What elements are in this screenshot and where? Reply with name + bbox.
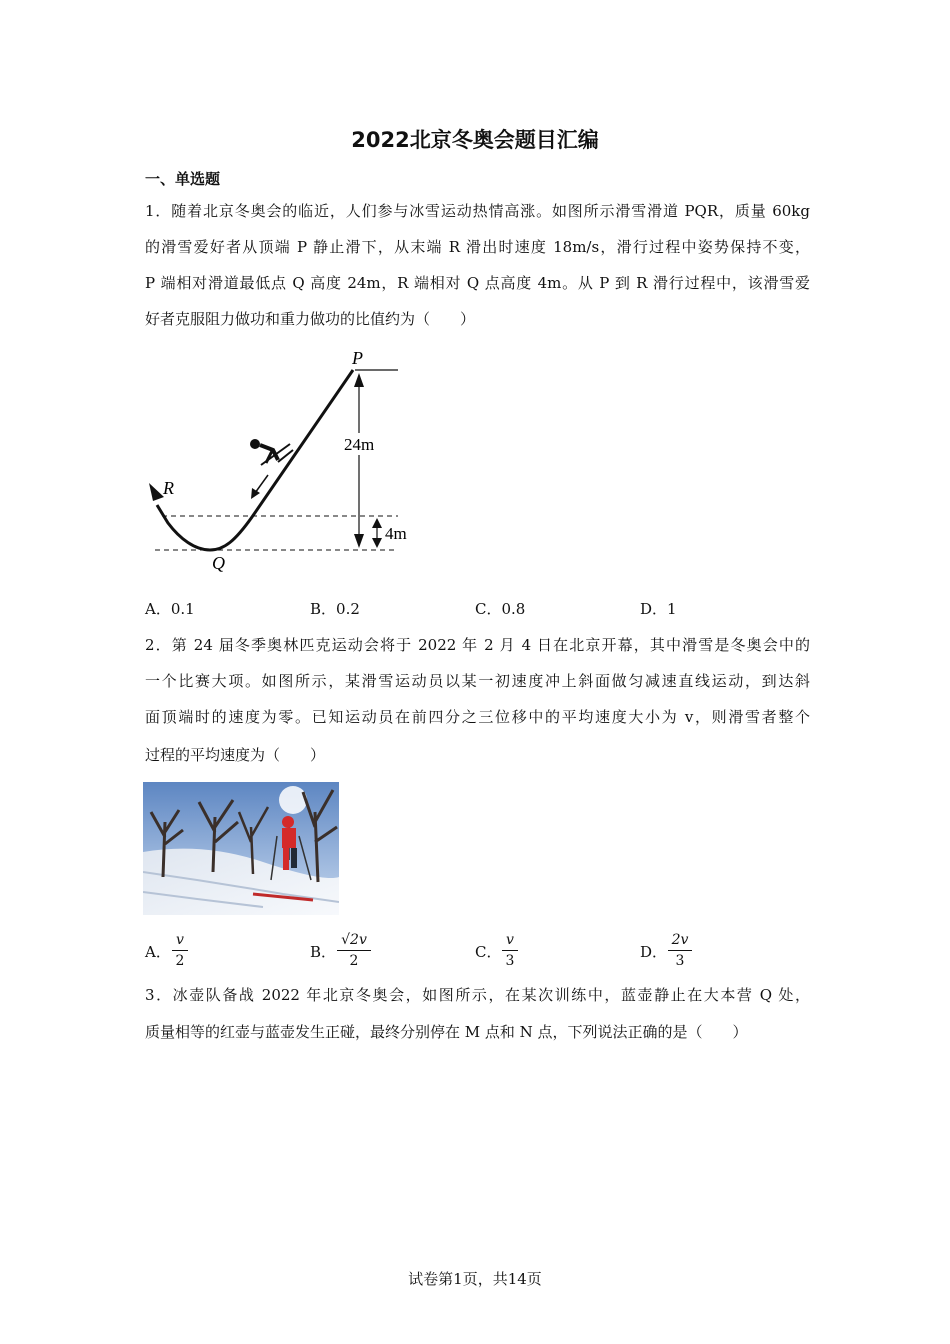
q1-option-a: A．0.1 — [145, 600, 195, 618]
q2-option-b-label: B． — [310, 943, 337, 961]
q2-option-a-label: A． — [145, 943, 171, 961]
q2-option-c-denominator: 3 — [505, 953, 515, 969]
q2-line-3: 面顶端时的速度为零。已知运动员在前四分之三位移中的平均速度大小为 v，则滑雪者整个 — [145, 708, 810, 726]
q2-option-b-numerator: √2v — [341, 932, 367, 948]
q2-option-b-fraction — [337, 931, 371, 970]
q2-option-a-numerator: v — [176, 932, 184, 948]
section-heading: 一、单选题 — [145, 170, 221, 188]
q1-option-d: D．1 — [640, 600, 677, 618]
q1-option-c: C．0.8 — [475, 600, 526, 618]
q2-option-a-denominator: 2 — [175, 953, 185, 969]
q2-line-1: 2．第 24 届冬季奥林匹克运动会将于 2022 年 2 月 4 日在北京开幕，其中滑雪是冬奥会中的 — [145, 636, 810, 654]
page-footer: 试卷第1页，共14页 — [408, 1270, 542, 1288]
q2-option-c-fraction — [502, 931, 518, 970]
q1-line-4: 好者克服阻力做功和重力做功的比值约为（ ） — [145, 310, 476, 328]
q3-line-1: 3．冰壶队备战 2022 年北京冬奥会，如图所示，在某次训练中，蓝壶静止在大本营 Q 处， — [145, 986, 810, 1004]
q3-line-2: 质量相等的红壶与蓝壶发生正碰，最终分别停在 M 点和 N 点，下列说法正确的是（ ） — [145, 1023, 748, 1041]
q2-option-d-fraction — [668, 931, 692, 970]
q2-option-a-fraction — [172, 931, 188, 970]
q1-line-1: 1．随着北京冬奥会的临近，人们参与冰雪运动热情高涨。如图所示滑雪滑道 PQR，质量 60kg — [145, 202, 810, 220]
q2-option-d-label: D． — [640, 943, 668, 961]
point-q-label: Q — [212, 553, 225, 573]
point-r-label: R — [163, 478, 174, 498]
q2-option-d-numerator: 2v — [671, 932, 689, 948]
q2-option-c-numerator: v — [506, 932, 514, 948]
height-24m-label: 24m — [344, 435, 375, 454]
q2-line-4: 过程的平均速度为（ ） — [145, 746, 326, 764]
q2-option-d-denominator: 3 — [675, 953, 685, 969]
q2-option-c-label: C． — [475, 943, 502, 961]
q1-line-3: P 端相对滑道最低点 Q 高度 24m，R 端相对 Q 点高度 4m。从 P 到 R 滑行过程中，该滑雪爱 — [145, 274, 810, 292]
skier-photo — [143, 782, 339, 915]
q2-line-2: 一个比赛大项。如图所示，某滑雪运动员以某一初速度冲上斜面做匀减速直线运动，到达斜 — [145, 672, 810, 690]
skier-icon — [250, 439, 293, 465]
height-4m-label: 4m — [385, 524, 407, 543]
page-title: 2022北京冬奥会题目汇编 — [351, 128, 599, 152]
q1-line-2: 的滑雪爱好者从顶端 P 静止滑下，从末端 R 滑出时速度 18m/s，滑行过程中姿势保持不变， — [145, 238, 810, 256]
point-p-label: P — [352, 348, 363, 368]
q2-option-b-denominator: 2 — [349, 953, 359, 969]
ski-slope-diagram — [140, 345, 430, 580]
q1-option-b: B．0.2 — [310, 600, 360, 618]
